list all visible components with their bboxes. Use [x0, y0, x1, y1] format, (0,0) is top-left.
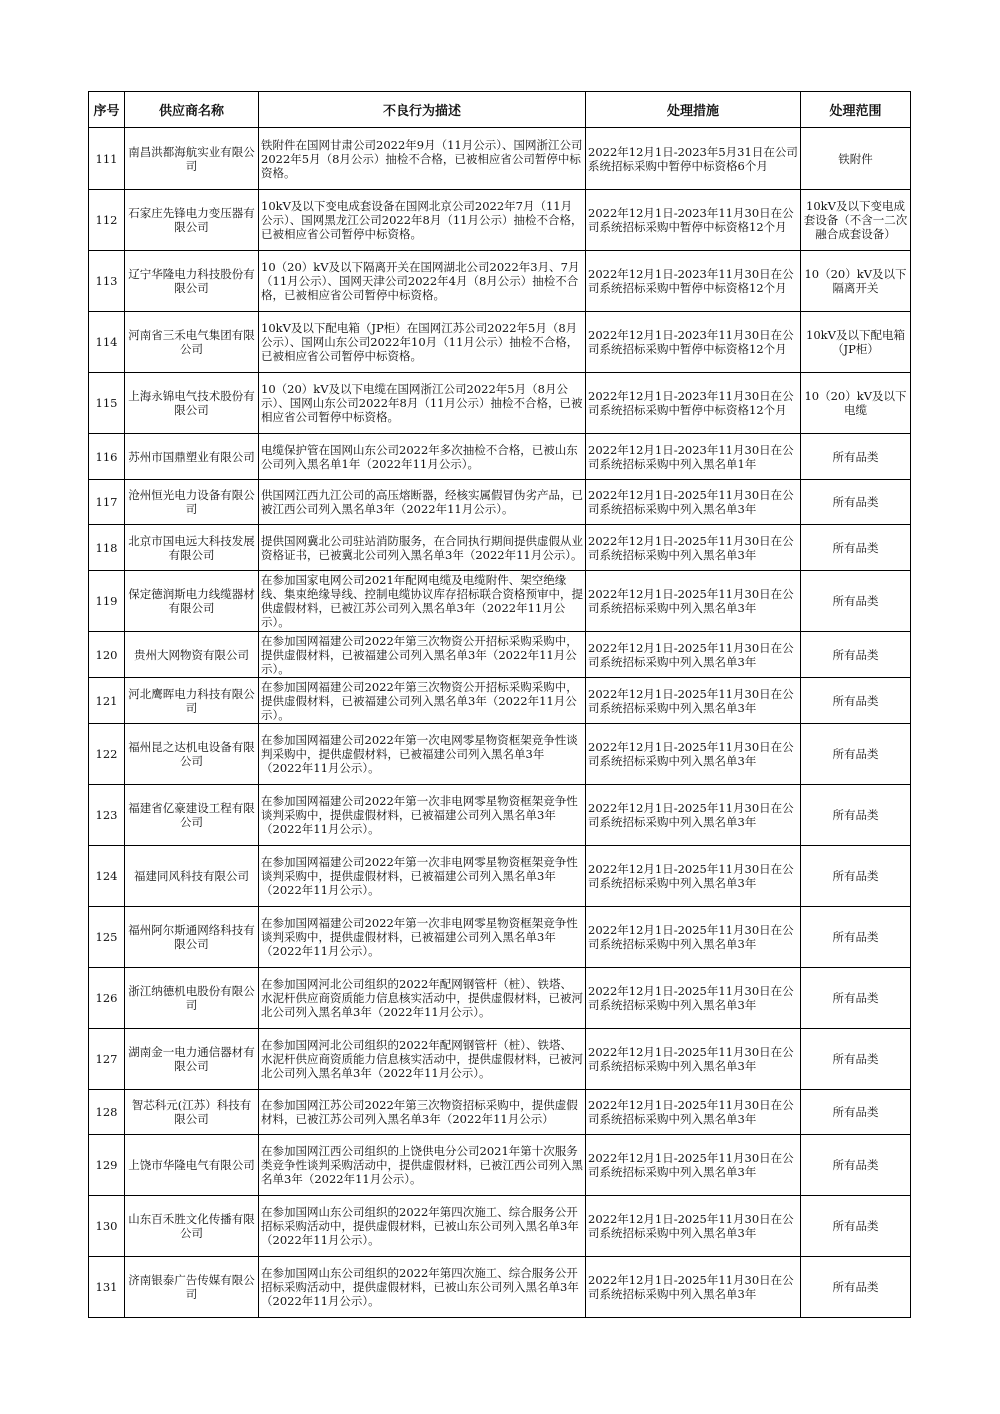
penalty-scope: 10kV及以下变电成套设备（不含一二次融合成套设备） [801, 190, 911, 251]
supplier-name: 保定德润斯电力线缆器材有限公司 [125, 571, 259, 632]
penalty-measure: 2022年12月1日-2023年11月30日在公司系统招标采购中列入黑名单1年 [586, 434, 801, 480]
table-row [89, 678, 911, 724]
penalty-scope: 所有品类 [801, 434, 911, 480]
row-number: 125 [89, 907, 125, 968]
table-row [89, 907, 911, 968]
penalty-scope: 铁附件 [801, 128, 911, 190]
supplier-name: 济南银泰广告传媒有限公司 [125, 1257, 259, 1318]
penalty-scope: 所有品类 [801, 525, 911, 571]
penalty-measure: 2022年12月1日-2025年11月30日在公司系统招标采购中列入黑名单3年 [586, 1029, 801, 1090]
table-header-row [89, 92, 911, 128]
supplier-name: 山东百禾胜文化传播有限公司 [125, 1196, 259, 1257]
misconduct-description: 在参加国网河北公司组织的2022年配网钢管杆（桩）、铁塔、水泥杆供应商资质能力信息核实活动中，提供虚假材料，已被河北公司列入黑名单3年（2022年11月公示）。 [259, 1029, 586, 1090]
row-number: 114 [89, 312, 125, 373]
table-row [89, 1090, 911, 1135]
table-body [89, 128, 911, 1318]
supplier-name: 浙江纳德机电股份有限公司 [125, 968, 259, 1029]
row-number: 126 [89, 968, 125, 1029]
penalty-measure: 2022年12月1日-2025年11月30日在公司系统招标采购中列入黑名单3年 [586, 632, 801, 678]
header-misconduct: 不良行为描述 [259, 92, 586, 128]
row-number: 120 [89, 632, 125, 678]
misconduct-description: 在参加国网福建公司2022年第一次非电网零星物资框架竞争性谈判采购中，提供虚假材料，已被福建公司列入黑名单3年（2022年11月公示）。 [259, 907, 586, 968]
penalty-scope: 所有品类 [801, 907, 911, 968]
penalty-measure: 2022年12月1日-2025年11月30日在公司系统招标采购中列入黑名单3年 [586, 480, 801, 525]
supplier-name: 苏州市国鼎塑业有限公司 [125, 434, 259, 480]
penalty-measure: 2022年12月1日-2025年11月30日在公司系统招标采购中列入黑名单3年 [586, 571, 801, 632]
table-row [89, 724, 911, 785]
row-number: 111 [89, 128, 125, 190]
penalty-measure: 2022年12月1日-2025年11月30日在公司系统招标采购中列入黑名单3年 [586, 907, 801, 968]
penalty-measure: 2022年12月1日-2023年11月30日在公司系统招标采购中暂停中标资格12个月 [586, 251, 801, 312]
misconduct-description: 在参加国网福建公司2022年第一次非电网零星物资框架竞争性谈判采购中，提供虚假材料，已被福建公司列入黑名单3年（2022年11月公示）。 [259, 846, 586, 907]
supplier-name: 河北鹰晖电力科技有限公司 [125, 678, 259, 724]
row-number: 112 [89, 190, 125, 251]
table-row [89, 480, 911, 525]
row-number: 131 [89, 1257, 125, 1318]
penalty-measure: 2022年12月1日-2025年11月30日在公司系统招标采购中列入黑名单3年 [586, 1196, 801, 1257]
misconduct-description: 在参加国网江苏公司2022年第三次物资招标采购中，提供虚假材料，已被江苏公司列入黑名单3年（2022年11月公示） [259, 1090, 586, 1135]
row-number: 130 [89, 1196, 125, 1257]
row-number: 113 [89, 251, 125, 312]
misconduct-description: 提供国网冀北公司驻站消防服务，在合同执行期间提供虚假从业资格证书，已被冀北公司列入黑名单3年（2022年11月公示）。 [259, 525, 586, 571]
penalty-measure: 2022年12月1日-2023年11月30日在公司系统招标采购中暂停中标资格12个月 [586, 190, 801, 251]
penalty-scope: 10（20）kV及以下电缆 [801, 373, 911, 434]
header-scope: 处理范围 [801, 92, 911, 128]
table-row [89, 251, 911, 312]
misconduct-description: 10kV及以下变电成套设备在国网北京公司2022年7月（11月公示）、国网黑龙江公司2022年8月（11月公示）抽检不合格，已被相应省公司暂停中标资格。 [259, 190, 586, 251]
penalty-measure: 2022年12月1日-2025年11月30日在公司系统招标采购中列入黑名单3年 [586, 1135, 801, 1196]
penalty-scope: 10（20）kV及以下隔离开关 [801, 251, 911, 312]
penalty-scope: 所有品类 [801, 571, 911, 632]
supplier-name: 贵州大网物资有限公司 [125, 632, 259, 678]
row-number: 118 [89, 525, 125, 571]
misconduct-description: 在参加国网河北公司组织的2022年配网钢管杆（桩）、铁塔、水泥杆供应商资质能力信息核实活动中，提供虚假材料，已被河北公司列入黑名单3年（2022年11月公示）。 [259, 968, 586, 1029]
misconduct-description: 供国网江西九江公司的高压熔断器，经核实属假冒伪劣产品，已被江西公司列入黑名单3年（2022年11月公示）。 [259, 480, 586, 525]
penalty-scope: 所有品类 [801, 968, 911, 1029]
row-number: 121 [89, 678, 125, 724]
penalty-measure: 2022年12月1日-2025年11月30日在公司系统招标采购中列入黑名单3年 [586, 678, 801, 724]
penalty-measure: 2022年12月1日-2023年5月31日在公司系统招标采购中暂停中标资格6个月 [586, 128, 801, 190]
penalty-measure: 2022年12月1日-2025年11月30日在公司系统招标采购中列入黑名单3年 [586, 785, 801, 846]
penalty-scope: 所有品类 [801, 678, 911, 724]
row-number: 123 [89, 785, 125, 846]
supplier-name: 福建省亿豪建设工程有限公司 [125, 785, 259, 846]
penalty-scope: 所有品类 [801, 724, 911, 785]
misconduct-description: 在参加国家电网公司2021年配网电缆及电缆附件、架空绝缘线、集束绝缘导线、控制电缆协议库存招标联合资格预审中，提供虚假材料，已被江苏公司列入黑名单3年（2022年11月公示）。 [259, 571, 586, 632]
penalty-scope: 所有品类 [801, 1257, 911, 1318]
row-number: 128 [89, 1090, 125, 1135]
row-number: 127 [89, 1029, 125, 1090]
penalty-measure: 2022年12月1日-2023年11月30日在公司系统招标采购中暂停中标资格12个月 [586, 373, 801, 434]
table-row [89, 190, 911, 251]
penalty-measure: 2022年12月1日-2025年11月30日在公司系统招标采购中列入黑名单3年 [586, 1090, 801, 1135]
supplier-name: 南昌洪都海航实业有限公司 [125, 128, 259, 190]
penalty-scope: 所有品类 [801, 1090, 911, 1135]
penalty-scope: 所有品类 [801, 1029, 911, 1090]
misconduct-description: 在参加国网江西公司组织的上饶供电分公司2021年第十次服务类竞争性谈判采购活动中，提供虚假材料，已被江西公司列入黑名单3年（2022年11月公示）。 [259, 1135, 586, 1196]
penalty-measure: 2022年12月1日-2025年11月30日在公司系统招标采购中列入黑名单3年 [586, 846, 801, 907]
row-number: 129 [89, 1135, 125, 1196]
supplier-name: 上海永锦电气技术股份有限公司 [125, 373, 259, 434]
penalty-measure: 2022年12月1日-2025年11月30日在公司系统招标采购中列入黑名单3年 [586, 1257, 801, 1318]
penalty-scope: 10kV及以下配电箱（JP柜） [801, 312, 911, 373]
table-row [89, 1135, 911, 1196]
header-measure: 处理措施 [586, 92, 801, 128]
supplier-name: 福州阿尔斯通网络科技有限公司 [125, 907, 259, 968]
penalty-scope: 所有品类 [801, 785, 911, 846]
row-number: 124 [89, 846, 125, 907]
row-number: 119 [89, 571, 125, 632]
penalty-scope: 所有品类 [801, 632, 911, 678]
penalty-measure: 2022年12月1日-2025年11月30日在公司系统招标采购中列入黑名单3年 [586, 525, 801, 571]
table-row [89, 525, 911, 571]
row-number: 117 [89, 480, 125, 525]
supplier-name: 石家庄先锋电力变压器有限公司 [125, 190, 259, 251]
row-number: 115 [89, 373, 125, 434]
table-row [89, 968, 911, 1029]
supplier-name: 湖南金一电力通信器材有限公司 [125, 1029, 259, 1090]
table-row [89, 1257, 911, 1318]
penalty-measure: 2022年12月1日-2025年11月30日在公司系统招标采购中列入黑名单3年 [586, 968, 801, 1029]
misconduct-description: 铁附件在国网甘肃公司2022年9月（11月公示）、国网浙江公司2022年5月（8月公示）抽检不合格，已被相应省公司暂停中标资格。 [259, 128, 586, 190]
table-row [89, 434, 911, 480]
misconduct-description: 在参加国网福建公司2022年第一次电网零星物资框架竞争性谈判采购中，提供虚假材料，已被福建公司列入黑名单3年（2022年11月公示）。 [259, 724, 586, 785]
supplier-name: 福州昆之达机电设备有限公司 [125, 724, 259, 785]
table-row [89, 1196, 911, 1257]
supplier-name: 辽宁华隆电力科技股份有限公司 [125, 251, 259, 312]
row-number: 122 [89, 724, 125, 785]
table-row [89, 312, 911, 373]
header-supplier-name: 供应商名称 [125, 92, 259, 128]
table-row [89, 1029, 911, 1090]
penalty-scope: 所有品类 [801, 480, 911, 525]
misconduct-description: 10（20）kV及以下电缆在国网浙江公司2022年5月（8月公示）、国网山东公司2022年8月（11月公示）抽检不合格，已被相应省公司暂停中标资格。 [259, 373, 586, 434]
supplier-name: 上饶市华隆电气有限公司 [125, 1135, 259, 1196]
supplier-penalty-table [88, 91, 911, 1318]
misconduct-description: 在参加国网福建公司2022年第三次物资公开招标采购采购中，提供虚假材料，已被福建公司列入黑名单3年（2022年11月公示）。 [259, 678, 586, 724]
penalty-scope: 所有品类 [801, 1196, 911, 1257]
misconduct-description: 10kV及以下配电箱（JP柜）在国网江苏公司2022年5月（8月公示）、国网山东公司2022年10月（11月公示）抽检不合格，已被相应省公司暂停中标资格。 [259, 312, 586, 373]
misconduct-description: 电缆保护管在国网山东公司2022年多次抽检不合格，已被山东公司列入黑名单1年（2022年11月公示）。 [259, 434, 586, 480]
misconduct-description: 在参加国网山东公司组织的2022年第四次施工、综合服务公开招标采购活动中，提供虚假材料，已被山东公司列入黑名单3年（2022年11月公示）。 [259, 1196, 586, 1257]
penalty-scope: 所有品类 [801, 846, 911, 907]
misconduct-description: 10（20）kV及以下隔离开关在国网湖北公司2022年3月、7月（11月公示）、国网天津公司2022年4月（8月公示）抽检不合格，已被相应省公司暂停中标资格。 [259, 251, 586, 312]
misconduct-description: 在参加国网福建公司2022年第三次物资公开招标采购采购中，提供虚假材料，已被福建公司列入黑名单3年（2022年11月公示）。 [259, 632, 586, 678]
table-row [89, 632, 911, 678]
supplier-name: 河南省三禾电气集团有限公司 [125, 312, 259, 373]
table-row [89, 571, 911, 632]
supplier-name: 北京市国电远大科技发展有限公司 [125, 525, 259, 571]
supplier-name: 福建同风科技有限公司 [125, 846, 259, 907]
penalty-measure: 2022年12月1日-2025年11月30日在公司系统招标采购中列入黑名单3年 [586, 724, 801, 785]
table-row [89, 785, 911, 846]
misconduct-description: 在参加国网福建公司2022年第一次非电网零星物资框架竞争性谈判采购中，提供虚假材料，已被福建公司列入黑名单3年（2022年11月公示）。 [259, 785, 586, 846]
penalty-scope: 所有品类 [801, 1135, 911, 1196]
table-row [89, 128, 911, 190]
penalty-measure: 2022年12月1日-2023年11月30日在公司系统招标采购中暂停中标资格12个月 [586, 312, 801, 373]
row-number: 116 [89, 434, 125, 480]
table-row [89, 373, 911, 434]
supplier-name: 智芯科元(江苏）科技有限公司 [125, 1090, 259, 1135]
table-row [89, 846, 911, 907]
header-no: 序号 [89, 92, 125, 128]
supplier-name: 沧州恒光电力设备有限公司 [125, 480, 259, 525]
misconduct-description: 在参加国网山东公司组织的2022年第四次施工、综合服务公开招标采购活动中，提供虚假材料，已被山东公司列入黑名单3年（2022年11月公示）。 [259, 1257, 586, 1318]
